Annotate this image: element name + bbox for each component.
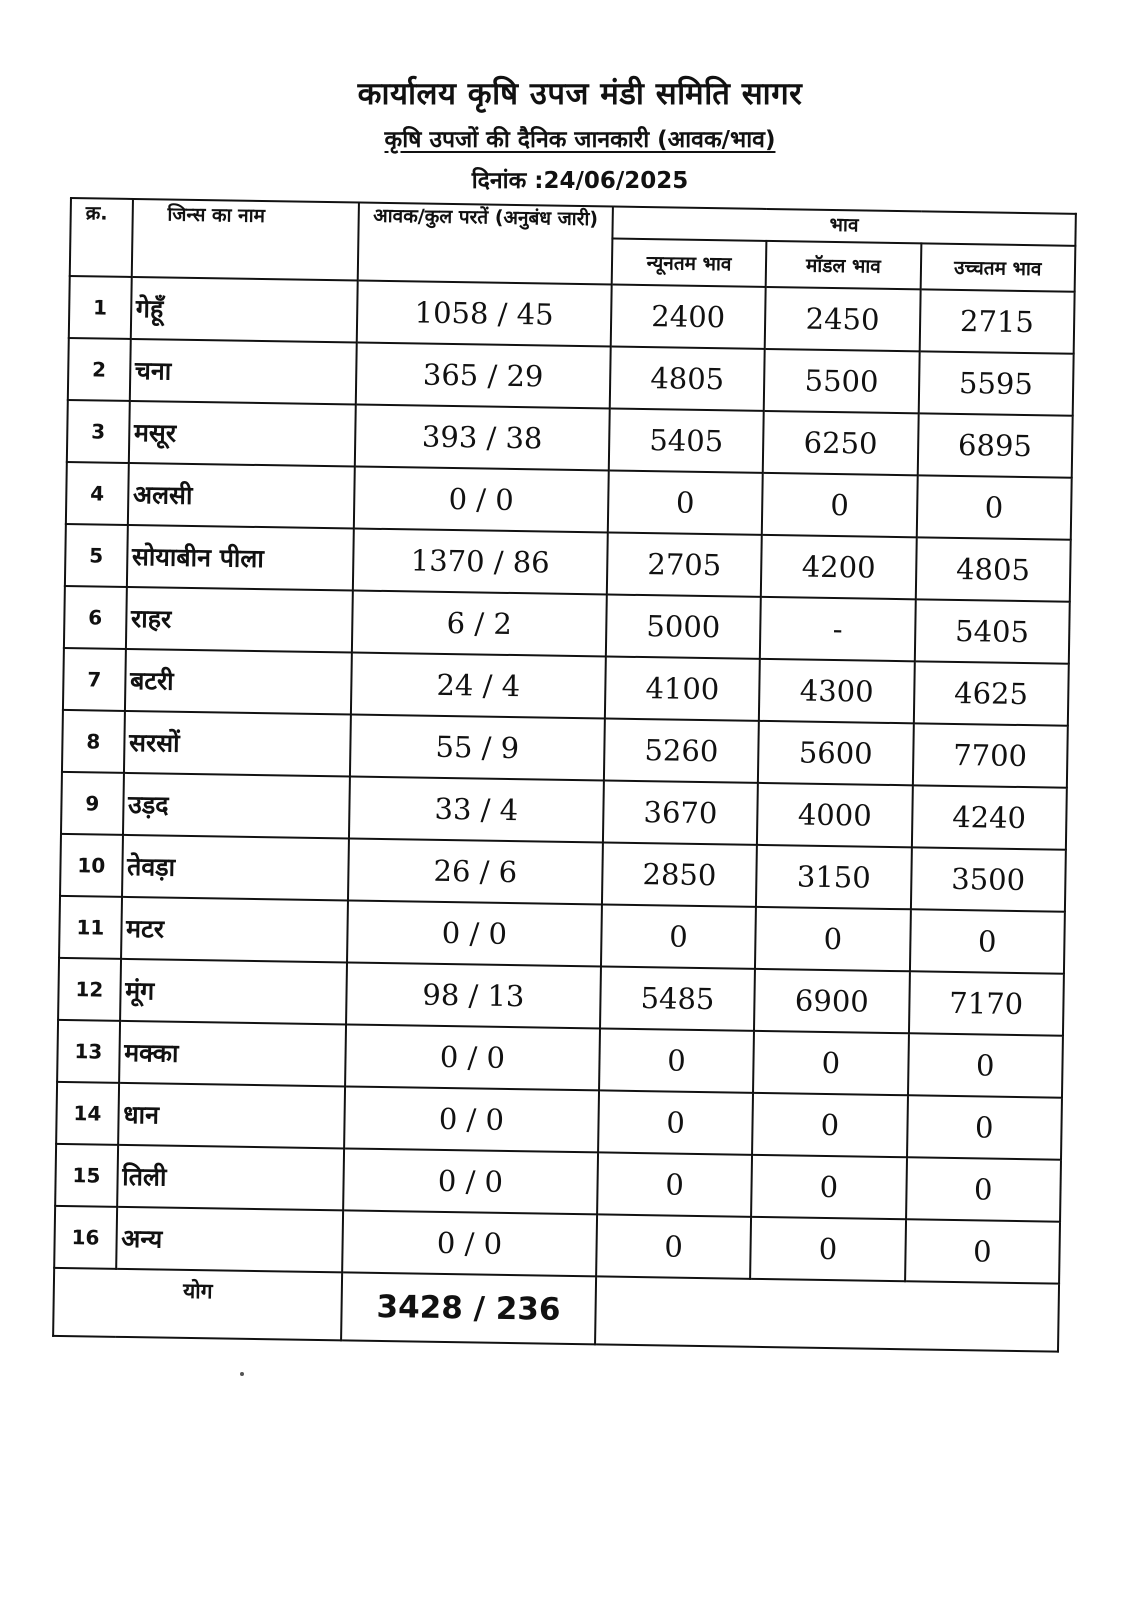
row-min-rate: 5260	[604, 718, 759, 782]
column-header-min: न्यूनतम भाव	[612, 239, 767, 287]
row-max-rate: 6895	[917, 413, 1072, 477]
row-commodity-name: मक्का	[119, 1021, 346, 1087]
row-min-rate: 4805	[610, 347, 765, 411]
row-max-rate: 5405	[914, 599, 1069, 663]
row-max-rate: 7700	[912, 723, 1067, 787]
row-model-rate: 0	[753, 1031, 908, 1095]
row-max-rate: 5595	[918, 351, 1073, 415]
row-serial: 12	[58, 958, 121, 1021]
row-serial: 15	[55, 1144, 118, 1207]
row-arrival: 1058 / 45	[357, 281, 612, 347]
row-arrival: 0 / 0	[342, 1210, 597, 1276]
row-serial: 3	[67, 400, 130, 463]
row-model-rate: 2450	[765, 287, 920, 351]
report-date: दिनांक :24/06/2025	[471, 168, 689, 194]
row-commodity-name: मूंग	[120, 959, 347, 1025]
row-max-rate: 3500	[910, 847, 1065, 911]
row-model-rate: 4000	[757, 783, 912, 847]
report-subtitle	[0, 122, 1146, 154]
row-min-rate: 0	[598, 1090, 753, 1154]
row-serial: 14	[56, 1082, 119, 1145]
row-serial: 5	[65, 524, 128, 587]
row-commodity-name: उड़द	[123, 773, 350, 839]
office-title: कार्यालय कृषि उपज मंडी समिति सागर	[357, 76, 803, 112]
row-commodity-name: मटर	[121, 897, 348, 963]
row-model-rate: 0	[750, 1217, 905, 1281]
table-body	[54, 276, 1074, 1284]
column-header-model: मॉडल भाव	[766, 241, 921, 289]
row-arrival: 0 / 0	[344, 1086, 599, 1152]
row-model-rate: 5500	[764, 349, 919, 413]
row-model-rate: 4300	[759, 659, 914, 723]
total-empty-cell	[595, 1276, 1059, 1351]
row-max-rate: 0	[916, 475, 1071, 539]
row-commodity-name: चना	[129, 339, 356, 405]
row-commodity-name: अन्य	[116, 1207, 343, 1273]
row-serial: 1	[69, 276, 132, 339]
row-serial: 2	[68, 338, 131, 401]
column-header-name: जिन्स का नाम	[131, 199, 358, 281]
row-arrival: 6 / 2	[352, 590, 607, 656]
row-min-rate: 0	[597, 1152, 752, 1216]
row-model-rate: 4200	[761, 535, 916, 599]
row-max-rate: 0	[906, 1157, 1061, 1221]
row-max-rate: 0	[907, 1095, 1062, 1159]
row-max-rate: 2715	[919, 289, 1074, 353]
paper-speck	[240, 1372, 244, 1376]
row-min-rate: 2850	[602, 842, 757, 906]
row-arrival: 0 / 0	[347, 900, 602, 966]
column-header-bhav: भाव	[612, 207, 1076, 246]
row-serial: 11	[59, 896, 122, 959]
row-model-rate: 0	[751, 1155, 906, 1219]
row-model-rate: 0	[752, 1093, 907, 1157]
row-min-rate: 5405	[609, 409, 764, 473]
total-arrival: 3428 / 236	[341, 1272, 596, 1344]
row-commodity-name: सरसों	[124, 711, 351, 777]
row-min-rate: 0	[599, 1028, 754, 1092]
row-min-rate: 0	[608, 470, 763, 534]
row-min-rate: 2400	[611, 285, 766, 349]
column-header-sn: क्र.	[70, 198, 133, 277]
row-model-rate: 6250	[763, 411, 918, 475]
row-max-rate: 4625	[913, 661, 1068, 725]
row-arrival: 365 / 29	[356, 343, 611, 409]
row-model-rate: -	[760, 597, 915, 661]
row-serial: 7	[63, 648, 126, 711]
row-serial: 13	[57, 1020, 120, 1083]
row-min-rate: 3670	[603, 780, 758, 844]
row-serial: 8	[62, 710, 125, 773]
row-commodity-name: मसूर	[129, 401, 356, 467]
row-commodity-name: बटरी	[125, 649, 352, 715]
row-arrival: 33 / 4	[349, 776, 604, 842]
report-subtitle-text: कृषि उपजों की दैनिक जानकारी (आवक/भाव)	[384, 127, 776, 153]
row-serial: 4	[66, 462, 129, 525]
row-model-rate: 3150	[756, 845, 911, 909]
row-min-rate: 2705	[607, 532, 762, 596]
row-min-rate: 4100	[605, 656, 760, 720]
column-header-arrival: आवक/कुल परतें (अनुबंध जारी)	[358, 203, 613, 285]
row-commodity-name: सोयाबीन पीला	[127, 525, 354, 591]
row-commodity-name: तिली	[117, 1145, 344, 1211]
row-serial: 6	[64, 586, 127, 649]
row-model-rate: 0	[755, 907, 910, 971]
row-arrival: 1370 / 86	[353, 528, 608, 594]
row-arrival: 0 / 0	[345, 1024, 600, 1090]
row-commodity-name: धान	[118, 1083, 345, 1149]
rates-table	[52, 197, 1077, 1353]
row-arrival: 55 / 9	[350, 714, 605, 780]
row-serial: 10	[60, 834, 123, 897]
row-min-rate: 5000	[606, 594, 761, 658]
row-min-rate: 0	[601, 904, 756, 968]
row-commodity-name: तेवड़ा	[122, 835, 349, 901]
row-commodity-name: राहर	[126, 587, 353, 653]
row-max-rate: 0	[908, 1033, 1063, 1097]
row-max-rate: 4805	[915, 537, 1070, 601]
row-arrival: 26 / 6	[348, 838, 603, 904]
row-arrival: 98 / 13	[346, 962, 601, 1028]
row-serial: 16	[54, 1206, 117, 1269]
row-max-rate: 0	[905, 1219, 1060, 1283]
row-arrival: 24 / 4	[351, 652, 606, 718]
row-arrival: 393 / 38	[355, 405, 610, 471]
total-label: योग	[53, 1268, 342, 1341]
row-serial: 9	[61, 772, 124, 835]
column-header-max: उच्चतम भाव	[920, 243, 1075, 291]
row-model-rate: 6900	[754, 969, 909, 1033]
row-max-rate: 4240	[911, 785, 1066, 849]
row-model-rate: 0	[762, 473, 917, 537]
row-arrival: 0 / 0	[343, 1148, 598, 1214]
row-commodity-name: अलसी	[128, 463, 355, 529]
row-arrival: 0 / 0	[354, 467, 609, 533]
row-commodity-name: गेहूँ	[130, 277, 357, 343]
row-model-rate: 5600	[758, 721, 913, 785]
row-min-rate: 0	[596, 1214, 751, 1278]
row-max-rate: 7170	[909, 971, 1064, 1035]
total-row	[53, 1268, 1059, 1352]
row-min-rate: 5485	[600, 966, 755, 1030]
row-max-rate: 0	[910, 909, 1065, 973]
